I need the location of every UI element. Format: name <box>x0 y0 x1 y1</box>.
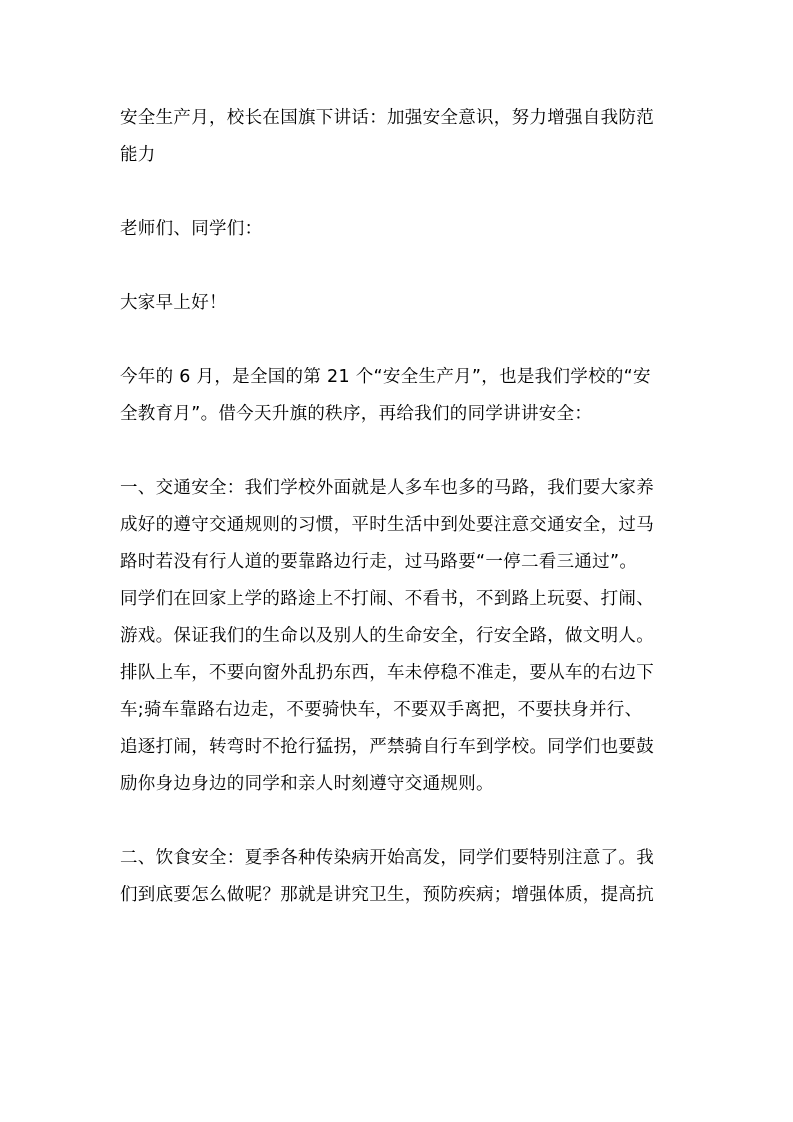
traffic-line: 排队上车，不要向窗外乱扔东西，车未停稳不准走，要从车的右边下 <box>120 663 654 683</box>
document-title <box>120 100 680 174</box>
traffic-line: 同学们在回家上学的路途上不打闹、不看书，不到路上玩耍、打闹、 <box>120 589 654 609</box>
traffic-safety-paragraph <box>120 470 680 803</box>
salutation-text: 老师们、同学们： <box>120 219 263 239</box>
traffic-line: 追逐打闹，转弯时不抢行猛拐，严禁骑自行车到学校。同学们也要鼓 <box>120 737 654 757</box>
food-line: 二、饮食安全：夏季各种传染病开始高发，同学们要特别注意了。我 <box>120 848 654 868</box>
food-safety-paragraph <box>120 840 680 914</box>
intro-paragraph <box>120 359 680 433</box>
intro-line: 全教育月”。借今天升旗的秩序，再给我们的同学讲讲安全： <box>120 404 593 424</box>
traffic-line: 一、交通安全：我们学校外面就是人多车也多的马路，我们要大家养 <box>120 478 654 498</box>
traffic-line: 车;骑车靠路右边走，不要骑快车，不要双手离把，不要扶身并行、 <box>120 700 643 720</box>
document-body <box>120 100 680 951</box>
title-line: 安全生产月，校长在国旗下讲话：加强安全意识，努力增强自我防范 <box>120 108 654 128</box>
salutation <box>120 211 680 248</box>
food-line: 们到底要怎么做呢？那就是讲究卫生，预防疾病；增强体质，提高抗 <box>120 885 654 905</box>
traffic-line: 励你身边身边的同学和亲人时刻遵守交通规则。 <box>120 774 494 794</box>
greeting <box>120 285 680 322</box>
traffic-line: 游戏。保证我们的生命以及别人的生命安全，行安全路，做文明人。 <box>120 626 654 646</box>
greeting-text: 大家早上好！ <box>120 293 227 313</box>
traffic-line: 路时若没有行人道的要靠路边行走，过马路要“一停二看三通过”。 <box>120 552 638 572</box>
intro-line: 今年的 6 月，是全国的第 21 个“安全生产月”，也是我们学校的“安 <box>120 367 651 387</box>
traffic-line: 成好的遵守交通规则的习惯，平时生活中到处要注意交通安全，过马 <box>120 515 654 535</box>
title-line: 能力 <box>120 145 156 165</box>
